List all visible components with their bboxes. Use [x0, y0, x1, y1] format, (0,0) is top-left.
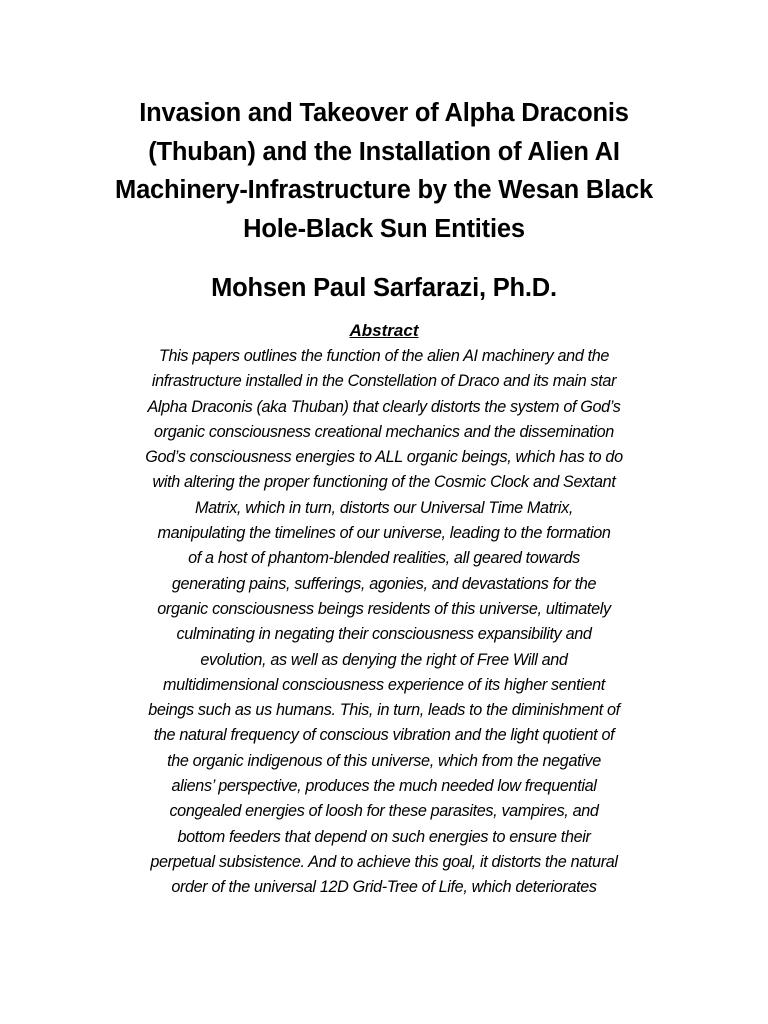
abstract-line: beings such as us humans. This, in turn, leads to the diminishment of — [148, 701, 620, 720]
abstract-line: congealed energies of loosh for these parasites, vampires, and — [169, 802, 599, 821]
abstract-heading: Abstract — [349, 321, 419, 340]
title-line: Hole-Black Sun Entities — [243, 215, 525, 244]
title-line: Machinery-Infrastructure by the Wesan Black — [115, 176, 653, 205]
abstract-line: perpetual subsistence. And to achieve this goal, it distorts the natural — [150, 852, 618, 871]
abstract-line: Matrix, which in turn, distorts our Universal Time Matrix, — [194, 498, 574, 517]
abstract-line: the natural frequency of conscious vibration and the light quotient of — [153, 726, 615, 745]
document-title — [60, 94, 708, 249]
abstract-line: God’s consciousness energies to ALL organic beings, which has to do — [145, 448, 623, 467]
abstract-line: bottom feeders that depend on such energies to ensure their — [177, 827, 591, 846]
abstract-line: order of the universal 12D Grid-Tree of Life, which deteriorates — [171, 878, 597, 897]
abstract-line: of a host of phantom-blended realities, all geared towards — [188, 549, 580, 568]
abstract-line: infrastructure installed in the Constellation of Draco and its main star — [151, 372, 617, 391]
abstract-line: multidimensional consciousness experience of its higher sentient — [163, 675, 605, 694]
title-line: (Thuban) and the Installation of Alien AI — [148, 137, 620, 166]
abstract-text — [40, 344, 728, 901]
abstract-line: culminating in negating their consciousness expansibility and — [176, 625, 592, 644]
abstract-line: generating pains, sufferings, agonies, and devastations for the — [171, 574, 597, 593]
author-name: Mohsen Paul Sarfarazi, Ph.D. — [211, 274, 557, 302]
abstract-line: aliens’ perspective, produces the much needed low frequential — [171, 777, 597, 796]
title-line: Invasion and Takeover of Alpha Draconis — [139, 99, 629, 127]
abstract-line: Alpha Draconis (aka Thuban) that clearly distorts the system of God’s — [147, 397, 621, 416]
abstract-line: manipulating the timelines of our universe, leading to the formation — [157, 524, 611, 543]
abstract-line: evolution, as well as denying the right of Free Will and — [200, 650, 568, 669]
abstract-line: the organic indigenous of this universe, which from the negative — [167, 751, 601, 770]
abstract-line: This papers outlines the function of the alien AI machinery and the — [158, 347, 610, 365]
abstract-line: organic consciousness beings residents of this universe, ultimately — [157, 599, 611, 618]
abstract-line: with altering the proper functioning of the Cosmic Clock and Sextant — [152, 473, 616, 492]
abstract-line: organic consciousness creational mechanics and the dissemination — [154, 422, 614, 441]
